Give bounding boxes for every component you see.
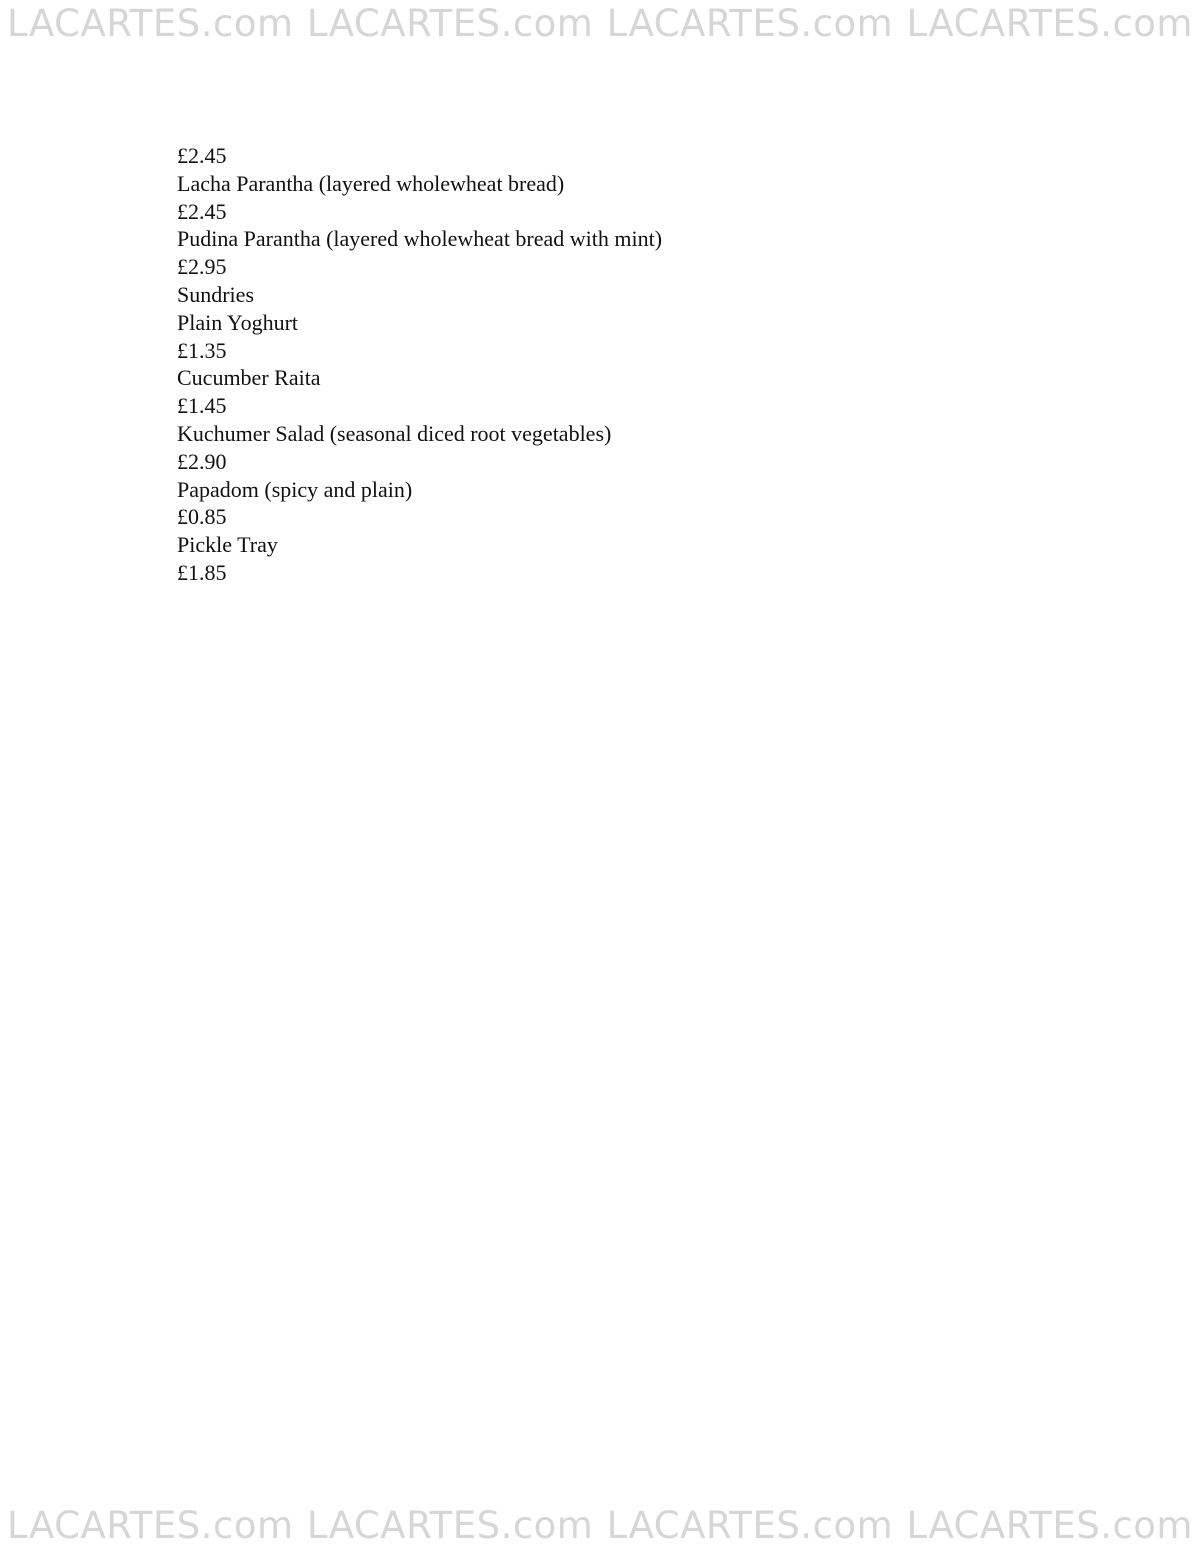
price: £2.90 <box>177 448 227 474</box>
item-name: Pickle Tray <box>177 532 278 558</box>
price: £2.95 <box>177 254 227 280</box>
watermark-text: LACARTES.com <box>7 2 294 45</box>
watermark-text: LACARTES.com <box>606 2 894 45</box>
watermark-text: LACARTES.com <box>306 1504 594 1547</box>
item-name: Cucumber Raita <box>177 365 321 391</box>
price: £0.85 <box>177 504 227 530</box>
watermark-top <box>0 2 1200 45</box>
item-name: Pudina Parantha (layered wholewheat bread with mint) <box>177 226 663 252</box>
item-name: Lacha Parantha (layered wholewheat bread) <box>177 170 565 196</box>
watermark-text: LACARTES.com <box>7 1504 294 1547</box>
item-name: Plain Yoghurt <box>177 309 299 335</box>
watermark-text: LACARTES.com <box>306 2 594 45</box>
price: £1.35 <box>177 337 227 363</box>
price: £1.85 <box>177 559 227 585</box>
item-name: Papadom (spicy and plain) <box>177 476 413 502</box>
menu-list <box>177 142 662 587</box>
watermark-bottom <box>0 1504 1200 1547</box>
section-heading: Sundries <box>177 281 254 307</box>
watermark-text: LACARTES.com <box>906 1504 1193 1547</box>
watermark-text: LACARTES.com <box>906 2 1193 45</box>
price: £1.45 <box>177 393 227 419</box>
price: £2.45 <box>177 198 227 224</box>
price: £2.45 <box>177 143 227 168</box>
watermark-text: LACARTES.com <box>606 1504 894 1547</box>
item-name: Kuchumer Salad (seasonal diced root vegetables) <box>177 420 612 446</box>
